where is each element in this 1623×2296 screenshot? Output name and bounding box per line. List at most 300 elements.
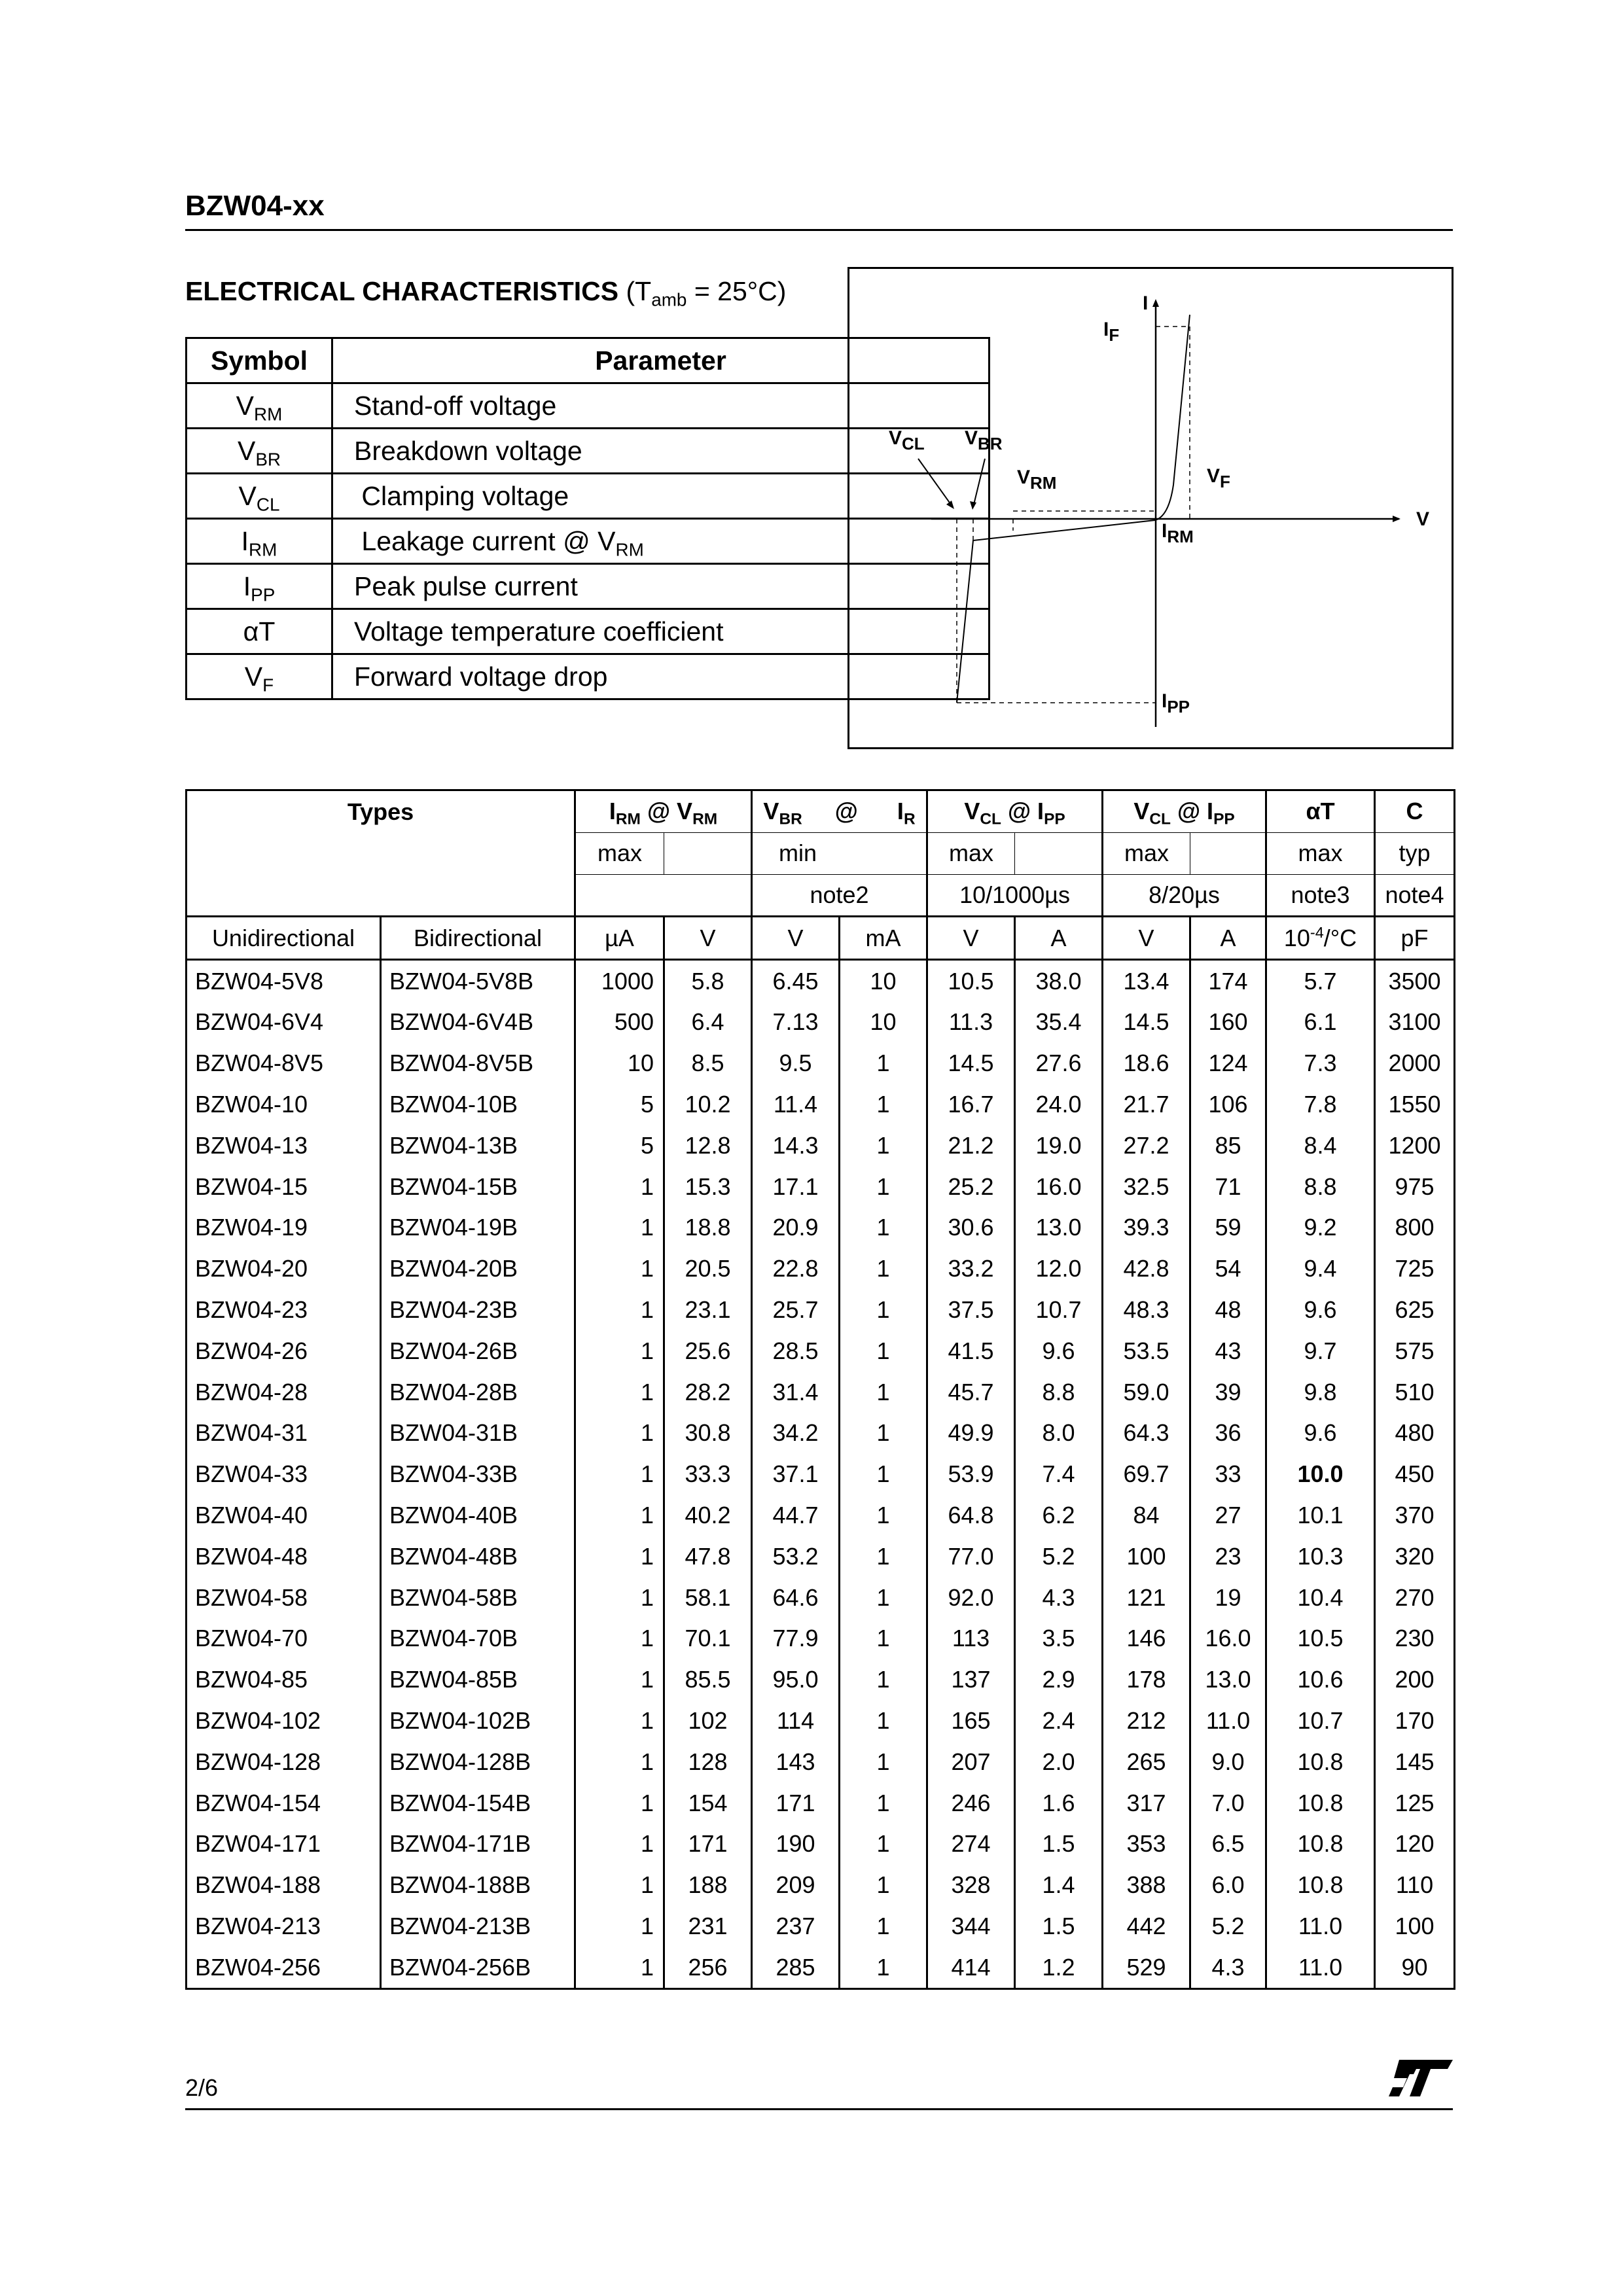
cell-ir: 1 <box>840 1248 927 1290</box>
parameter-text: Stand-off voltage <box>354 390 557 421</box>
symbol-cell <box>187 383 332 429</box>
cell-vbr: 17.1 <box>752 1166 840 1207</box>
cell-ipp1: 35.4 <box>1015 1002 1103 1043</box>
cell-irm: 1 <box>575 1413 664 1454</box>
vcl-pointer-head <box>946 501 954 509</box>
unit-vbr: V <box>752 917 840 960</box>
cell-bi-type: BZW04-48B <box>381 1536 575 1577</box>
cell-bi-type: BZW04-33B <box>381 1454 575 1495</box>
cell-ipp2: 27 <box>1190 1495 1266 1536</box>
symbol-sub: F <box>262 674 274 695</box>
bidirectional-header: Bidirectional <box>381 917 575 960</box>
cell-capacitance: 200 <box>1375 1659 1455 1701</box>
cell-vcl1: 21.2 <box>927 1125 1015 1166</box>
cell-vrm: 15.3 <box>664 1166 752 1207</box>
vf-label: VF <box>1207 465 1230 491</box>
i-axis-arrow <box>1152 299 1159 307</box>
cell-vcl1: 77.0 <box>927 1536 1015 1577</box>
irm-header: $I_{RM}$ @ $V_{RM}$ <box>575 790 752 833</box>
table-row <box>187 960 1455 1002</box>
unit-vcl2: V <box>1103 917 1190 960</box>
iv-curve <box>957 315 1190 703</box>
cell-bi-type: BZW04-5V8B <box>381 960 575 1002</box>
cell-ir: 1 <box>840 1043 927 1084</box>
table-row <box>187 1577 1455 1618</box>
cell-uni-type: BZW04-10 <box>187 1084 381 1125</box>
cell-ir: 1 <box>840 1659 927 1701</box>
cell-irm: 1 <box>575 1824 664 1865</box>
cell-ipp1: 16.0 <box>1015 1166 1103 1207</box>
cell-vcl1: 207 <box>927 1741 1015 1782</box>
table-row <box>187 1413 1455 1454</box>
cell-bi-type: BZW04-15B <box>381 1166 575 1207</box>
cell-vcl2: 18.6 <box>1103 1043 1190 1084</box>
v-axis-label: V <box>1416 508 1430 530</box>
cell-capacitance: 320 <box>1375 1536 1455 1577</box>
cell-alpha-t: 8.8 <box>1266 1166 1375 1207</box>
table-row <box>187 1865 1455 1906</box>
cell-vbr: 11.4 <box>752 1084 840 1125</box>
electrical-characteristics-heading <box>185 275 786 308</box>
cell-uni-type: BZW04-40 <box>187 1495 381 1536</box>
symbol-cell <box>187 609 332 654</box>
types-spacer <box>187 832 575 874</box>
parameter-text: Voltage temperature coefficient <box>354 616 724 646</box>
cell-vcl1: 328 <box>927 1865 1015 1906</box>
cell-irm: 1 <box>575 1906 664 1947</box>
cell-irm: 1 <box>575 1865 664 1906</box>
cell-irm: 1000 <box>575 960 664 1002</box>
cell-vcl1: 45.7 <box>927 1371 1015 1413</box>
cell-ipp2: 11.0 <box>1190 1701 1266 1742</box>
cell-ipp2: 6.5 <box>1190 1824 1266 1865</box>
cell-vcl1: 49.9 <box>927 1413 1015 1454</box>
cell-vcl1: 41.5 <box>927 1330 1015 1371</box>
symbol-main: I <box>243 571 251 601</box>
cell-vrm: 102 <box>664 1701 752 1742</box>
cell-ir: 10 <box>840 1002 927 1043</box>
cell-ipp1: 7.4 <box>1015 1454 1103 1495</box>
document-title: BZW04-xx <box>185 190 325 222</box>
cell-vbr: 285 <box>752 1947 840 1988</box>
cell-bi-type: BZW04-256B <box>381 1947 575 1988</box>
cell-capacitance: 800 <box>1375 1207 1455 1248</box>
cell-vbr: 6.45 <box>752 960 840 1002</box>
cell-uni-type: BZW04-20 <box>187 1248 381 1290</box>
cell-vbr: 9.5 <box>752 1043 840 1084</box>
vcl2-header: $V_{CL}$ @ $I_{PP}$ <box>1103 790 1266 833</box>
cell-ipp2: 4.3 <box>1190 1947 1266 1988</box>
cell-capacitance: 270 <box>1375 1577 1455 1618</box>
vcl1-pulse: 10/1000µs <box>927 874 1103 917</box>
cell-bi-type: BZW04-154B <box>381 1782 575 1824</box>
cell-bi-type: BZW04-28B <box>381 1371 575 1413</box>
table-row <box>187 1084 1455 1125</box>
cell-ipp1: 8.8 <box>1015 1371 1103 1413</box>
cell-capacitance: 1550 <box>1375 1084 1455 1125</box>
table-row <box>187 1824 1455 1865</box>
cell-ipp1: 2.0 <box>1015 1741 1103 1782</box>
cell-alpha-t: 5.7 <box>1266 960 1375 1002</box>
cell-vcl2: 212 <box>1103 1701 1190 1742</box>
cell-vcl2: 388 <box>1103 1865 1190 1906</box>
cell-ipp1: 1.6 <box>1015 1782 1103 1824</box>
cell-ir: 1 <box>840 1290 927 1331</box>
cell-vbr: 190 <box>752 1824 840 1865</box>
cell-capacitance: 125 <box>1375 1782 1455 1824</box>
symbol-sub: BR <box>255 448 281 469</box>
cell-alpha-t: 10.0 <box>1266 1454 1375 1495</box>
cell-bi-type: BZW04-8V5B <box>381 1043 575 1084</box>
unit-alpha-t: $10^{-4}/^\circ C$ <box>1266 917 1375 960</box>
cell-capacitance: 450 <box>1375 1454 1455 1495</box>
cell-bi-type: BZW04-10B <box>381 1084 575 1125</box>
cell-vbr: 44.7 <box>752 1495 840 1536</box>
cell-capacitance: 3100 <box>1375 1002 1455 1043</box>
irm-blank <box>664 832 752 874</box>
symbol-cell <box>187 429 332 474</box>
cell-vbr: 22.8 <box>752 1248 840 1290</box>
cell-irm: 1 <box>575 1371 664 1413</box>
cell-vcl2: 53.5 <box>1103 1330 1190 1371</box>
cell-ir: 1 <box>840 1947 927 1988</box>
cell-ipp1: 1.5 <box>1015 1824 1103 1865</box>
cell-ipp1: 4.3 <box>1015 1577 1103 1618</box>
table-row <box>187 1701 1455 1742</box>
cell-ir: 1 <box>840 1824 927 1865</box>
cell-vbr: 209 <box>752 1865 840 1906</box>
ec-heading-text: ELECTRICAL CHARACTERISTICS <box>185 276 619 306</box>
cell-ipp2: 9.0 <box>1190 1741 1266 1782</box>
irm-max: max <box>575 832 664 874</box>
table-row <box>187 1618 1455 1659</box>
cell-ipp2: 36 <box>1190 1413 1266 1454</box>
st-logo-icon <box>1387 2055 1456 2100</box>
parameter-sub: RM <box>615 539 644 559</box>
cell-capacitance: 120 <box>1375 1824 1455 1865</box>
cell-ipp2: 16.0 <box>1190 1618 1266 1659</box>
cell-irm: 1 <box>575 1495 664 1536</box>
cell-bi-type: BZW04-40B <box>381 1495 575 1536</box>
unit-ir: mA <box>840 917 927 960</box>
cell-vcl2: 32.5 <box>1103 1166 1190 1207</box>
cell-uni-type: BZW04-26 <box>187 1330 381 1371</box>
table-row <box>187 1536 1455 1577</box>
cell-ipp2: 174 <box>1190 960 1266 1002</box>
cell-ipp2: 160 <box>1190 1002 1266 1043</box>
cell-vrm: 33.3 <box>664 1454 752 1495</box>
cell-bi-type: BZW04-23B <box>381 1290 575 1331</box>
cell-irm: 1 <box>575 1947 664 1988</box>
cell-alpha-t: 6.1 <box>1266 1002 1375 1043</box>
cell-uni-type: BZW04-128 <box>187 1741 381 1782</box>
cell-capacitance: 145 <box>1375 1741 1455 1782</box>
cell-vrm: 85.5 <box>664 1659 752 1701</box>
table-row <box>187 1454 1455 1495</box>
cell-uni-type: BZW04-13 <box>187 1125 381 1166</box>
cell-alpha-t: 9.2 <box>1266 1207 1375 1248</box>
cell-vcl2: 121 <box>1103 1577 1190 1618</box>
table-row <box>187 1002 1455 1043</box>
cell-vcl2: 442 <box>1103 1906 1190 1947</box>
cell-vrm: 256 <box>664 1947 752 1988</box>
cell-capacitance: 370 <box>1375 1495 1455 1536</box>
table-row <box>187 1947 1455 1988</box>
cell-vcl1: 53.9 <box>927 1454 1015 1495</box>
cell-vcl2: 317 <box>1103 1782 1190 1824</box>
cell-ipp2: 23 <box>1190 1536 1266 1577</box>
cell-irm: 1 <box>575 1536 664 1577</box>
cell-vbr: 53.2 <box>752 1536 840 1577</box>
iv-dashed-guides <box>957 327 1190 703</box>
symbol-cell <box>187 564 332 609</box>
units-row <box>187 917 1455 960</box>
ec-condition <box>626 276 787 310</box>
cell-ipp1: 12.0 <box>1015 1248 1103 1290</box>
cell-vrm: 18.8 <box>664 1207 752 1248</box>
cell-capacitance: 625 <box>1375 1290 1455 1331</box>
symbol-sub: RM <box>249 539 277 559</box>
vbr-min: min <box>752 832 840 874</box>
cell-alpha-t: 9.6 <box>1266 1413 1375 1454</box>
cell-ir: 1 <box>840 1782 927 1824</box>
ratings-table-body <box>187 790 1455 1989</box>
cell-vcl1: 11.3 <box>927 1002 1015 1043</box>
cell-vcl2: 64.3 <box>1103 1413 1190 1454</box>
cell-alpha-t: 10.8 <box>1266 1824 1375 1865</box>
if-label: IF <box>1103 319 1120 345</box>
cell-uni-type: BZW04-154 <box>187 1782 381 1824</box>
cell-vrm: 40.2 <box>664 1495 752 1536</box>
cell-vcl1: 92.0 <box>927 1577 1015 1618</box>
cell-vcl2: 48.3 <box>1103 1290 1190 1331</box>
cell-irm: 1 <box>575 1207 664 1248</box>
cell-irm: 1 <box>575 1701 664 1742</box>
cell-ipp2: 6.0 <box>1190 1865 1266 1906</box>
cell-vbr: 114 <box>752 1701 840 1742</box>
table-row <box>187 1248 1455 1290</box>
symbol-main: V <box>236 390 254 421</box>
cell-capacitance: 1200 <box>1375 1125 1455 1166</box>
symbol-main: αT <box>243 616 276 646</box>
cell-ir: 1 <box>840 1371 927 1413</box>
cell-ipp2: 48 <box>1190 1290 1266 1331</box>
cell-ipp1: 1.4 <box>1015 1865 1103 1906</box>
cell-bi-type: BZW04-85B <box>381 1659 575 1701</box>
cell-capacitance: 2000 <box>1375 1043 1455 1084</box>
cell-vcl2: 265 <box>1103 1741 1190 1782</box>
cell-ir: 1 <box>840 1577 927 1618</box>
cell-vbr: 171 <box>752 1782 840 1824</box>
cell-ipp1: 1.2 <box>1015 1947 1103 1988</box>
cell-irm: 1 <box>575 1782 664 1824</box>
cell-vcl2: 100 <box>1103 1536 1190 1577</box>
cell-alpha-t: 9.8 <box>1266 1371 1375 1413</box>
vcl-pointer <box>918 459 951 504</box>
cell-vbr: 34.2 <box>752 1413 840 1454</box>
cell-vcl1: 30.6 <box>927 1207 1015 1248</box>
ratings-table <box>185 789 1455 1990</box>
cell-vrm: 20.5 <box>664 1248 752 1290</box>
cell-bi-type: BZW04-70B <box>381 1618 575 1659</box>
cell-irm: 1 <box>575 1290 664 1331</box>
cell-vcl1: 246 <box>927 1782 1015 1824</box>
cell-vbr: 20.9 <box>752 1207 840 1248</box>
cell-vrm: 70.1 <box>664 1618 752 1659</box>
cell-vcl2: 21.7 <box>1103 1084 1190 1125</box>
cell-bi-type: BZW04-6V4B <box>381 1002 575 1043</box>
ec-cond-sub: amb <box>651 289 687 310</box>
cell-vbr: 31.4 <box>752 1371 840 1413</box>
cell-vrm: 188 <box>664 1865 752 1906</box>
table-row <box>187 1371 1455 1413</box>
cell-vrm: 12.8 <box>664 1125 752 1166</box>
cell-uni-type: BZW04-102 <box>187 1701 381 1742</box>
cell-ir: 1 <box>840 1330 927 1371</box>
i-axis-label: I <box>1143 292 1149 314</box>
cell-capacitance: 100 <box>1375 1906 1455 1947</box>
cell-ir: 1 <box>840 1413 927 1454</box>
table-row <box>187 1207 1455 1248</box>
vbr-blank <box>840 832 927 874</box>
cell-ipp1: 38.0 <box>1015 960 1103 1002</box>
vcl1-blank <box>1015 832 1103 874</box>
cell-ir: 10 <box>840 960 927 1002</box>
cell-uni-type: BZW04-256 <box>187 1947 381 1988</box>
cell-ipp1: 13.0 <box>1015 1207 1103 1248</box>
cell-vcl1: 33.2 <box>927 1248 1015 1290</box>
cell-ir: 1 <box>840 1454 927 1495</box>
vbr-note: note2 <box>752 874 927 917</box>
cell-uni-type: BZW04-6V4 <box>187 1002 381 1043</box>
cell-vcl1: 414 <box>927 1947 1015 1988</box>
cell-uni-type: BZW04-5V8 <box>187 960 381 1002</box>
cell-vrm: 171 <box>664 1824 752 1865</box>
cell-bi-type: BZW04-58B <box>381 1577 575 1618</box>
cell-alpha-t: 10.5 <box>1266 1618 1375 1659</box>
cell-vcl2: 353 <box>1103 1824 1190 1865</box>
cell-capacitance: 3500 <box>1375 960 1455 1002</box>
irm-note-blank <box>575 874 752 917</box>
cell-ipp2: 106 <box>1190 1084 1266 1125</box>
cell-alpha-t: 11.0 <box>1266 1947 1375 1988</box>
cell-vcl2: 529 <box>1103 1947 1190 1988</box>
cell-ipp1: 24.0 <box>1015 1084 1103 1125</box>
cell-vcl2: 27.2 <box>1103 1125 1190 1166</box>
cell-alpha-t: 10.8 <box>1266 1741 1375 1782</box>
symbol-cell <box>187 654 332 699</box>
cell-ir: 1 <box>840 1125 927 1166</box>
alpha-t-max: max <box>1266 832 1375 874</box>
cell-ir: 1 <box>840 1741 927 1782</box>
cell-vbr: 64.6 <box>752 1577 840 1618</box>
symbol-cell <box>187 474 332 519</box>
c-header: C <box>1375 790 1455 833</box>
cell-ir: 1 <box>840 1701 927 1742</box>
cell-vcl1: 25.2 <box>927 1166 1015 1207</box>
symbol-sub: PP <box>251 584 276 605</box>
cell-alpha-t: 10.4 <box>1266 1577 1375 1618</box>
cell-vcl1: 14.5 <box>927 1043 1015 1084</box>
cell-bi-type: BZW04-102B <box>381 1701 575 1742</box>
cell-ir: 1 <box>840 1906 927 1947</box>
cell-vrm: 28.2 <box>664 1371 752 1413</box>
symbol-cell <box>187 519 332 564</box>
ipp-label: IPP <box>1162 690 1190 716</box>
cell-ipp2: 43 <box>1190 1330 1266 1371</box>
table-row <box>187 1659 1455 1701</box>
cell-ipp2: 54 <box>1190 1248 1266 1290</box>
cell-vrm: 128 <box>664 1741 752 1782</box>
cell-vcl2: 84 <box>1103 1495 1190 1536</box>
vcl2-pulse: 8/20µs <box>1103 874 1266 917</box>
parameter-text: Clamping voltage <box>354 480 569 511</box>
cell-uni-type: BZW04-58 <box>187 1577 381 1618</box>
parameter-header: Parameter <box>332 338 990 383</box>
cell-ir: 1 <box>840 1207 927 1248</box>
cell-ipp1: 1.5 <box>1015 1906 1103 1947</box>
cell-ipp1: 2.4 <box>1015 1701 1103 1742</box>
vcl1-max: max <box>927 832 1015 874</box>
cell-capacitance: 975 <box>1375 1166 1455 1207</box>
cell-alpha-t: 10.8 <box>1266 1865 1375 1906</box>
cell-ir: 1 <box>840 1084 927 1125</box>
symbol-sub: CL <box>256 493 280 514</box>
cell-ipp1: 10.7 <box>1015 1290 1103 1331</box>
cell-vbr: 14.3 <box>752 1125 840 1166</box>
cell-bi-type: BZW04-19B <box>381 1207 575 1248</box>
cell-ipp2: 7.0 <box>1190 1782 1266 1824</box>
table-row <box>187 1043 1455 1084</box>
cell-vrm: 231 <box>664 1906 752 1947</box>
symbol-main: V <box>238 480 257 511</box>
cell-bi-type: BZW04-20B <box>381 1248 575 1290</box>
cell-uni-type: BZW04-15 <box>187 1166 381 1207</box>
cell-vcl2: 59.0 <box>1103 1371 1190 1413</box>
cell-alpha-t: 10.1 <box>1266 1495 1375 1536</box>
cell-irm: 500 <box>575 1002 664 1043</box>
cell-vbr: 28.5 <box>752 1330 840 1371</box>
vbr-header: $V_{BR}$ @ $I_R$ <box>752 790 927 833</box>
cell-alpha-t: 9.6 <box>1266 1290 1375 1331</box>
cell-vrm: 25.6 <box>664 1330 752 1371</box>
cell-vrm: 8.5 <box>664 1043 752 1084</box>
cell-ipp2: 124 <box>1190 1043 1266 1084</box>
cell-vcl1: 137 <box>927 1659 1015 1701</box>
cell-vbr: 25.7 <box>752 1290 840 1331</box>
cell-uni-type: BZW04-31 <box>187 1413 381 1454</box>
cell-uni-type: BZW04-213 <box>187 1906 381 1947</box>
cell-ipp2: 5.2 <box>1190 1906 1266 1947</box>
alpha-t-note: note3 <box>1266 874 1375 917</box>
cell-vcl1: 113 <box>927 1618 1015 1659</box>
cell-ipp2: 59 <box>1190 1207 1266 1248</box>
cell-irm: 1 <box>575 1577 664 1618</box>
cell-capacitance: 110 <box>1375 1865 1455 1906</box>
cell-bi-type: BZW04-213B <box>381 1906 575 1947</box>
cell-ir: 1 <box>840 1166 927 1207</box>
cell-irm: 10 <box>575 1043 664 1084</box>
iv-graph-svg <box>849 269 1452 747</box>
cell-alpha-t: 10.3 <box>1266 1536 1375 1577</box>
cell-uni-type: BZW04-188 <box>187 1865 381 1906</box>
vcl2-max: max <box>1103 832 1190 874</box>
cell-ipp2: 71 <box>1190 1166 1266 1207</box>
header-row-1 <box>187 790 1455 833</box>
header-row-2 <box>187 832 1455 874</box>
table-row <box>187 1906 1455 1947</box>
cell-bi-type: BZW04-13B <box>381 1125 575 1166</box>
